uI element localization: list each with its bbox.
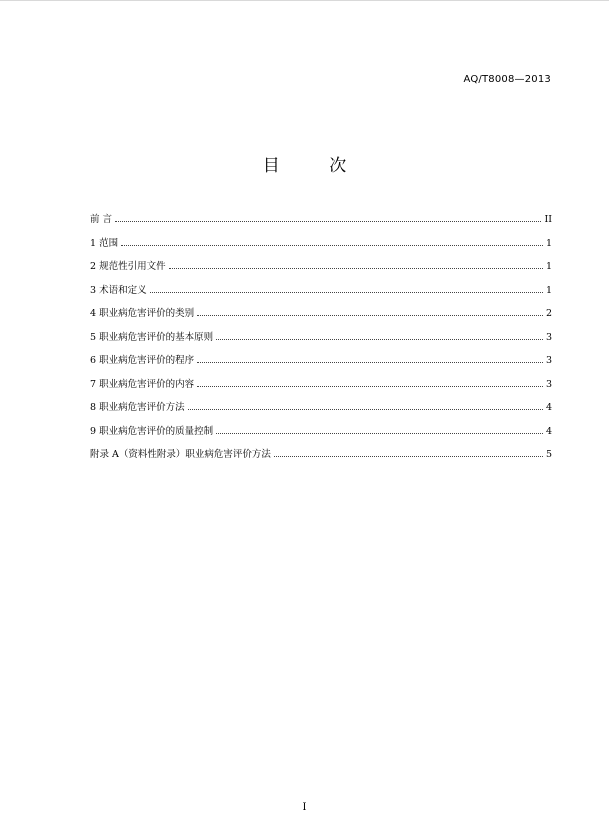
dot-leader [197, 386, 543, 387]
toc-entry-page: 5 [545, 449, 552, 460]
toc-entry-appendix-a[interactable] [90, 448, 552, 472]
table-of-contents [90, 213, 552, 472]
page-top-edge [0, 0, 609, 1]
toc-entry-page: 4 [545, 425, 552, 437]
dot-leader [274, 456, 543, 457]
toc-entry-label: 7 职业病危害评价的内容 [90, 378, 195, 390]
toc-entry-page: 3 [545, 355, 552, 366]
toc-entry-label: 前 言 [90, 214, 113, 225]
dot-leader [197, 315, 543, 316]
toc-entry-content[interactable] [90, 378, 552, 402]
toc-entry-label: 5 职业病危害评价的基本原则 [90, 331, 214, 343]
toc-entry-page: 3 [545, 331, 552, 343]
toc-entry-label: 9 职业病危害评价的质量控制 [90, 425, 214, 437]
toc-entry-label: 附录 A（资料性附录）职业病危害评价方法 [90, 449, 271, 460]
toc-entry-page: 2 [545, 308, 552, 319]
toc-entry-label: 8 职业病危害评价方法 [90, 402, 185, 413]
dot-leader [197, 362, 543, 363]
toc-entry-normative-references[interactable] [90, 260, 552, 284]
dot-leader [121, 245, 543, 246]
toc-entry-basic-principles[interactable] [90, 331, 552, 355]
toc-entry-evaluation-categories[interactable] [90, 307, 552, 331]
dot-leader [169, 268, 543, 269]
toc-entry-label: 1 范围 [90, 237, 119, 249]
dot-leader [115, 221, 541, 222]
page-number: I [302, 802, 307, 813]
toc-entry-page: 4 [545, 402, 552, 413]
toc-entry-methods[interactable] [90, 401, 552, 425]
toc-entry-page: II [544, 214, 552, 225]
toc-entry-foreword[interactable] [90, 213, 552, 237]
standard-code: AQ/T8008—2013 [463, 74, 551, 85]
toc-entry-terms-definitions[interactable] [90, 284, 552, 308]
dot-leader [150, 292, 543, 293]
toc-title: 目 次 [262, 156, 369, 176]
toc-entry-label: 4 职业病危害评价的类别 [90, 308, 195, 319]
toc-entry-procedure[interactable] [90, 354, 552, 378]
toc-entry-page: 1 [545, 284, 552, 296]
toc-entry-scope[interactable] [90, 237, 552, 261]
toc-entry-label: 6 职业病危害评价的程序 [90, 355, 195, 366]
toc-entry-page: 3 [545, 378, 552, 390]
dot-leader [216, 339, 543, 340]
dot-leader [216, 433, 543, 434]
toc-entry-quality-control[interactable] [90, 425, 552, 449]
toc-entry-page: 1 [545, 261, 552, 272]
toc-entry-page: 1 [545, 237, 552, 249]
dot-leader [188, 409, 543, 410]
toc-entry-label: 3 术语和定义 [90, 284, 147, 296]
toc-entry-label: 2 规范性引用文件 [90, 261, 166, 272]
